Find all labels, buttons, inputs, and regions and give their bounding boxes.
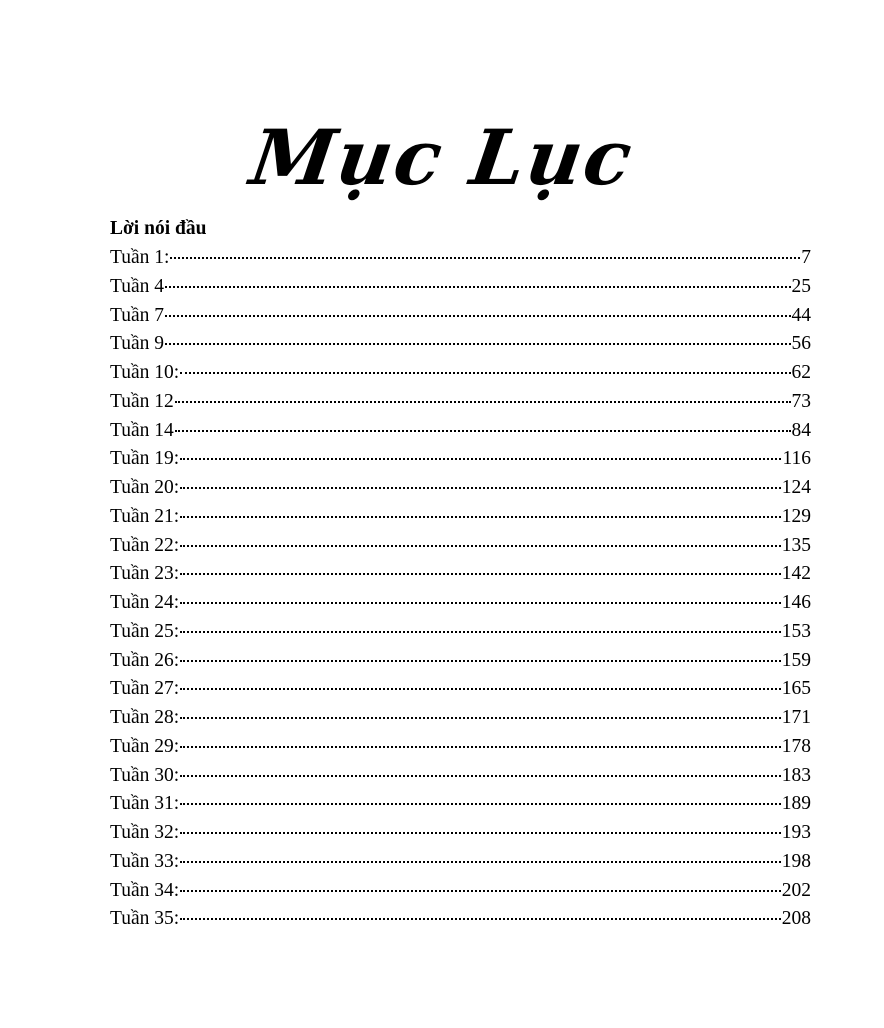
toc-entry-label: Tuần 7 [110,304,165,326]
toc-entry-label: Tuần 25: [110,620,180,642]
toc-entry-page-number: 135 [781,534,811,556]
toc-entry-label: Tuần 34: [110,879,180,901]
toc-entry-label: Tuần 26: [110,649,180,671]
toc-leader-dots [180,918,781,920]
toc-entry-page-number: 124 [781,477,811,498]
toc-leader-dots [180,573,781,575]
toc-entry-page-number: 25 [791,275,811,297]
toc-entry-page-number: 202 [781,879,811,901]
toc-entry-label: Tuần 33: [110,850,180,872]
toc-entry-label: Tuần 4 [110,275,165,297]
toc-entry [110,821,811,850]
toc-entry-page-number: 142 [781,563,811,585]
toc-entry [110,764,811,793]
toc-leader-dots [170,257,800,259]
toc-entry-page-number: 178 [781,735,811,757]
toc-entry-label: Tuần 28: [110,707,180,728]
toc-entry-page-number: 129 [781,505,811,527]
toc-leader-dots [180,832,781,834]
toc-entry [110,304,811,333]
toc-leader-dots [180,688,781,690]
toc-entry [110,591,811,620]
toc-entry [110,419,811,448]
toc-entry-label: Tuần 9 [110,333,165,355]
toc-leader-dots [180,602,781,604]
toc-leader-dots [175,401,791,403]
toc-entry-label: Tuần 24: [110,592,180,613]
toc-leader-dots [180,717,781,719]
toc-entry-label: Tuần 30: [110,764,180,786]
toc-entry [110,649,811,678]
toc-leader-dots [180,545,781,547]
toc-entry [110,735,811,764]
toc-entry-label: Tuần 27: [110,678,180,700]
toc-leader-dots [165,315,790,317]
toc-leader-dots [180,516,781,518]
toc-entry [110,850,811,879]
toc-entry-label: Tuần 1: [110,247,170,268]
toc-entry [110,332,811,361]
table-of-contents [110,246,811,936]
toc-entry-page-number: 73 [791,390,811,412]
toc-leader-dots [180,372,790,374]
toc-entry [110,677,811,706]
toc-entry [110,246,811,275]
toc-entry-label: Tuần 22: [110,534,180,556]
toc-entry [110,476,811,505]
toc-leader-dots [180,803,781,805]
toc-entry-page-number: 189 [781,793,811,815]
toc-leader-dots [180,660,781,662]
toc-entry-label: Tuần 19: [110,448,180,470]
toc-entry [110,706,811,735]
toc-entry-page-number: 84 [791,419,811,441]
toc-entry-label: Tuần 21: [110,505,180,527]
toc-entry-page-number: 116 [782,448,811,470]
toc-leader-dots [180,746,781,748]
toc-entry-label: Tuần 12 [110,390,174,412]
toc-leader-dots [180,631,781,633]
toc-intro-heading: Lời nói đầu [110,218,207,239]
toc-entry-page-number: 153 [781,620,811,642]
toc-entry-label: Tuần 20: [110,477,180,498]
toc-leader-dots [180,775,781,777]
toc-entry-page-number: 44 [791,304,811,326]
toc-entry-page-number: 198 [781,850,811,872]
toc-entry [110,505,811,534]
toc-entry [110,792,811,821]
toc-entry-label: Tuần 29: [110,735,180,757]
toc-entry [110,620,811,649]
toc-leader-dots [180,458,781,460]
toc-entry-label: Tuần 35: [110,908,180,930]
toc-entry [110,361,811,390]
toc-entry [110,534,811,563]
toc-entry [110,390,811,419]
toc-entry-page-number: 62 [791,362,811,383]
toc-entry-page-number: 193 [781,822,811,843]
toc-entry-page-number: 208 [781,908,811,930]
toc-entry-page-number: 165 [781,678,811,700]
toc-leader-dots [180,890,781,892]
toc-leader-dots [165,343,790,345]
toc-entry-label: Tuần 31: [110,793,180,815]
toc-entry-label: Tuần 32: [110,822,180,843]
toc-entry [110,275,811,304]
toc-entry-label: Tuần 23: [110,563,180,585]
toc-entry-page-number: 56 [791,333,811,355]
toc-entry-page-number: 159 [781,649,811,671]
toc-leader-dots [180,487,781,489]
toc-entry [110,879,811,908]
toc-entry-page-number: 171 [781,707,811,728]
toc-entry [110,447,811,476]
toc-leader-dots [165,286,790,288]
toc-entry-page-number: 146 [781,592,811,613]
toc-entry-page-number: 183 [781,764,811,786]
toc-entry-label: Tuần 10: [110,362,180,383]
toc-leader-dots [175,430,791,432]
toc-entry-label: Tuần 14 [110,419,174,441]
toc-entry [110,907,811,936]
toc-entry [110,562,811,591]
toc-leader-dots [180,861,781,863]
toc-entry-page-number: 7 [801,247,811,268]
page-title: Mục Lục [245,113,639,202]
